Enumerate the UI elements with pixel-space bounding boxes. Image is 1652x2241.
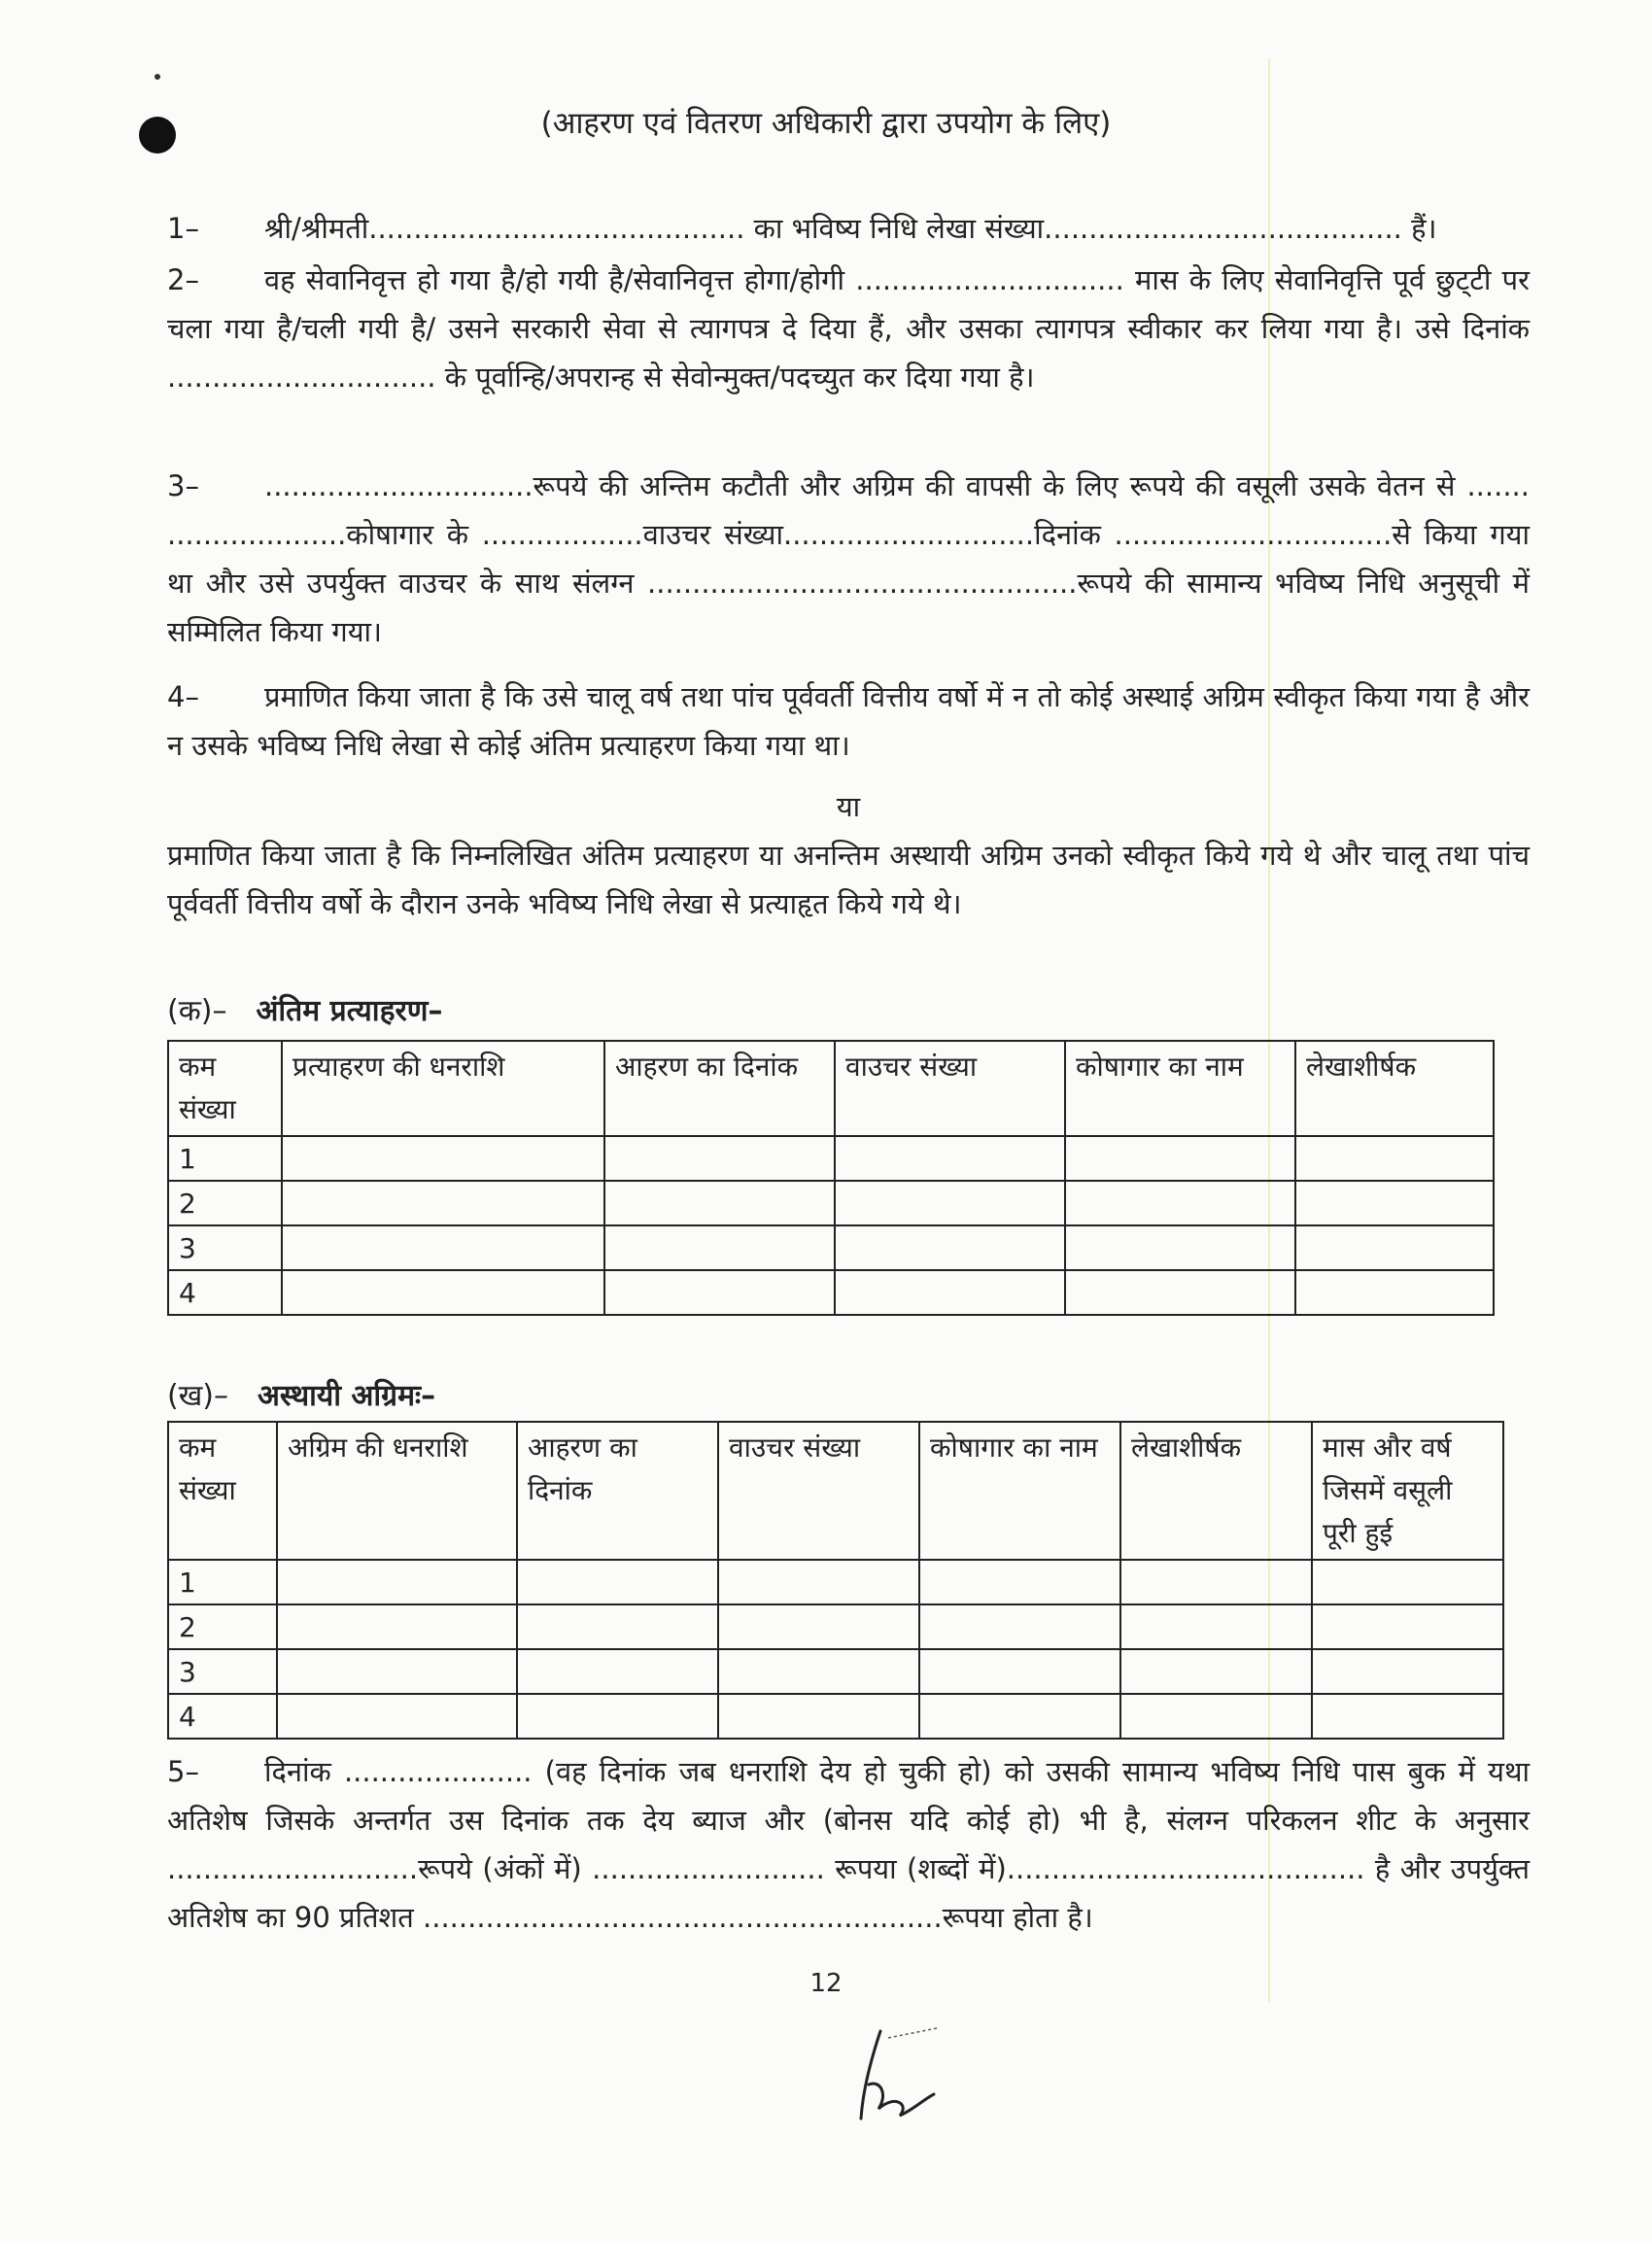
table-cell[interactable] — [919, 1604, 1120, 1649]
table-cell[interactable] — [1120, 1694, 1312, 1739]
table-cell[interactable] — [718, 1649, 919, 1694]
table-row — [168, 1694, 1503, 1739]
paragraph-text: प्रमाणित किया जाता है कि उसे चालू वर्ष तथा पांच पूर्ववर्ती वित्तीय वर्षो में न तो कोई अस्थाई अग्रिम स्वीकृत किया गया है और न उसके भविष्य निधि लेखा से कोई अंतिम प्रत्याहरण किया गया था। — [167, 680, 1530, 762]
section-b-title: अस्थायी अग्रिमः– — [257, 1379, 436, 1413]
table-row — [168, 1270, 1494, 1315]
table-cell[interactable] — [1312, 1560, 1503, 1604]
table-cell[interactable] — [282, 1225, 604, 1270]
column-header: लेखाशीर्षक — [1120, 1422, 1312, 1560]
table-cell[interactable] — [517, 1604, 718, 1649]
table-cell[interactable] — [1312, 1649, 1503, 1694]
signature-mark — [842, 2026, 948, 2123]
table-cell[interactable] — [604, 1181, 835, 1225]
table-cell[interactable] — [1295, 1136, 1494, 1181]
section-a-label: (क)– — [167, 994, 227, 1028]
table-cell[interactable] — [604, 1136, 835, 1181]
section-a-heading — [167, 989, 442, 1029]
table-cell[interactable] — [277, 1604, 517, 1649]
column-header: प्रत्याहरण की धनराशि — [282, 1041, 604, 1136]
temporary-advance-table — [167, 1421, 1504, 1740]
column-header: मास और वर्ष जिसमें वसूली पूरी हुई — [1312, 1422, 1503, 1560]
row-number: 3 — [168, 1649, 277, 1694]
table-cell[interactable] — [517, 1649, 718, 1694]
paragraph-4-alternate: प्रमाणित किया जाता है कि निम्नलिखित अंतिम प्रत्याहरण या अनन्तिम अस्थायी अग्रिम उनको स्वीकृत किये गये थे और चालू तथा पांच पूर्ववर्ती वित्तीय वर्षो के दौरान उनके भविष्य निधि लेखा से प्रत्याहृत किये गये थे। — [167, 839, 1530, 920]
table-cell[interactable] — [835, 1181, 1065, 1225]
table-cell[interactable] — [1120, 1649, 1312, 1694]
section-b-label: (ख)– — [167, 1379, 228, 1413]
table-cell[interactable] — [282, 1270, 604, 1315]
table-cell[interactable] — [1065, 1136, 1295, 1181]
table-row — [168, 1225, 1494, 1270]
paragraph-number: 2– — [167, 263, 199, 296]
table-cell[interactable] — [718, 1604, 919, 1649]
final-withdrawal-table — [167, 1040, 1495, 1316]
table-cell[interactable] — [1120, 1604, 1312, 1649]
paragraph-4 — [167, 672, 1530, 770]
table-cell[interactable] — [1065, 1225, 1295, 1270]
column-header: कोषागार का नाम — [1065, 1041, 1295, 1136]
page-title: (आहरण एवं वितरण अधिकारी द्वारा उपयोग के लिए) — [540, 106, 1112, 141]
table-cell[interactable] — [1065, 1270, 1295, 1315]
table-cell[interactable] — [919, 1649, 1120, 1694]
section-a-title: अंतिम प्रत्याहरण– — [256, 994, 443, 1028]
column-header: आहरण का दिनांक — [604, 1041, 835, 1136]
table-cell[interactable] — [282, 1136, 604, 1181]
table-cell[interactable] — [517, 1560, 718, 1604]
table-row — [168, 1181, 1494, 1225]
table-row — [168, 1649, 1503, 1694]
row-number: 4 — [168, 1270, 282, 1315]
table-cell[interactable] — [718, 1560, 919, 1604]
paragraph-text: दिनांक ..................... (वह दिनांक जब धनराशि देय हो चुकी हो) को उसकी सामान्य भविष्य निधि पास बुक में यथा अतिशेष जिसके अन्तर्गत उस दिनांक तक देय ब्याज और (बोनस यदि कोई हो) भी है, संलग्न परिकलन शीट के अनुसार ............................रूपये (अंकों में) .......................... रूपया (शब्दों में)........................................ है और उपर्युक्त अतिशेष का 90 प्रतिशत ..........................................................रूपया होता है। — [167, 1755, 1530, 1934]
table-cell[interactable] — [1065, 1181, 1295, 1225]
paragraph-text: ..............................रूपये की अन्तिम कटौती और अग्रिम की वापसी के लिए रूपये की वसूली उसके वेतन से ....... ....................कोषागार के ..................वाउचर संख्या............................दिनांक ...............................से किया गया था और उसे उपर्युक्त वाउचर के साथ संलग्न ................................................रूपये की सामान्य भविष्य निधि अनुसूची में सम्मिलित किया गया। — [167, 469, 1530, 648]
table-cell[interactable] — [919, 1694, 1120, 1739]
column-header: कोषागार का नाम — [919, 1422, 1120, 1560]
table-row — [168, 1136, 1494, 1181]
row-number: 1 — [168, 1136, 282, 1181]
table-cell[interactable] — [517, 1694, 718, 1739]
paragraph-number: 3– — [167, 469, 199, 502]
table-cell[interactable] — [282, 1181, 604, 1225]
column-header: कम संख्या — [168, 1422, 277, 1560]
table-row — [168, 1604, 1503, 1649]
paragraph-number: 4– — [167, 680, 199, 713]
table-cell[interactable] — [277, 1694, 517, 1739]
row-number: 3 — [168, 1225, 282, 1270]
table-cell[interactable] — [277, 1560, 517, 1604]
paragraph-number: 5– — [167, 1755, 199, 1788]
table-header-row — [168, 1422, 1503, 1560]
table-cell[interactable] — [277, 1649, 517, 1694]
paragraph-2 — [167, 256, 1530, 401]
paragraph-text: श्री/श्रीमती.......................................... का भविष्य निधि लेखा संख्या........................................ हैं। — [264, 212, 1437, 245]
paragraph-number: 1– — [167, 212, 199, 245]
table-row — [168, 1560, 1503, 1604]
table-cell[interactable] — [1295, 1181, 1494, 1225]
column-header: लेखाशीर्षक — [1295, 1041, 1494, 1136]
table-cell[interactable] — [1295, 1270, 1494, 1315]
column-header: अग्रिम की धनराशि — [277, 1422, 517, 1560]
table-header-row — [168, 1041, 1494, 1136]
paragraph-3 — [167, 462, 1530, 656]
table-cell[interactable] — [1312, 1604, 1503, 1649]
column-header: वाउचर संख्या — [718, 1422, 919, 1560]
section-b-heading — [167, 1374, 435, 1414]
paragraph-1 — [167, 204, 1530, 253]
table-cell[interactable] — [835, 1136, 1065, 1181]
paragraph-text: वह सेवानिवृत्त हो गया है/हो गयी है/सेवानिवृत्त होगा/होगी .............................. मास के लिए सेवानिवृत्ति पूर्व छुट्‌टी पर चला गया है/चली गयी है/ उसने सरकारी सेवा से त्यागपत्र दे दिया हैं, और उसका त्यागपत्र स्वीकार कर लिया गया है। उसे दिनांक .............................. के पूर्वान्हि/अपरान्ह से सेवोन्मुक्त/पदच्युत कर दिया गया है। — [167, 263, 1530, 394]
row-number: 4 — [168, 1694, 277, 1739]
column-header: आहरण का दिनांक — [517, 1422, 718, 1560]
scan-speck — [155, 74, 160, 80]
table-cell[interactable] — [718, 1694, 919, 1739]
table-cell[interactable] — [604, 1270, 835, 1315]
table-cell[interactable] — [835, 1225, 1065, 1270]
row-number: 2 — [168, 1604, 277, 1649]
table-cell[interactable] — [1295, 1225, 1494, 1270]
column-header: वाउचर संख्या — [835, 1041, 1065, 1136]
page-number: 12 — [809, 1969, 843, 1998]
paragraph-5 — [167, 1747, 1530, 1942]
column-header: कम संख्या — [168, 1041, 282, 1136]
table-cell[interactable] — [919, 1560, 1120, 1604]
table-cell[interactable] — [1312, 1694, 1503, 1739]
row-number: 2 — [168, 1181, 282, 1225]
table-cell[interactable] — [604, 1225, 835, 1270]
row-number: 1 — [168, 1560, 277, 1604]
table-cell[interactable] — [835, 1270, 1065, 1315]
table-cell[interactable] — [1120, 1560, 1312, 1604]
or-separator: या — [836, 790, 861, 823]
